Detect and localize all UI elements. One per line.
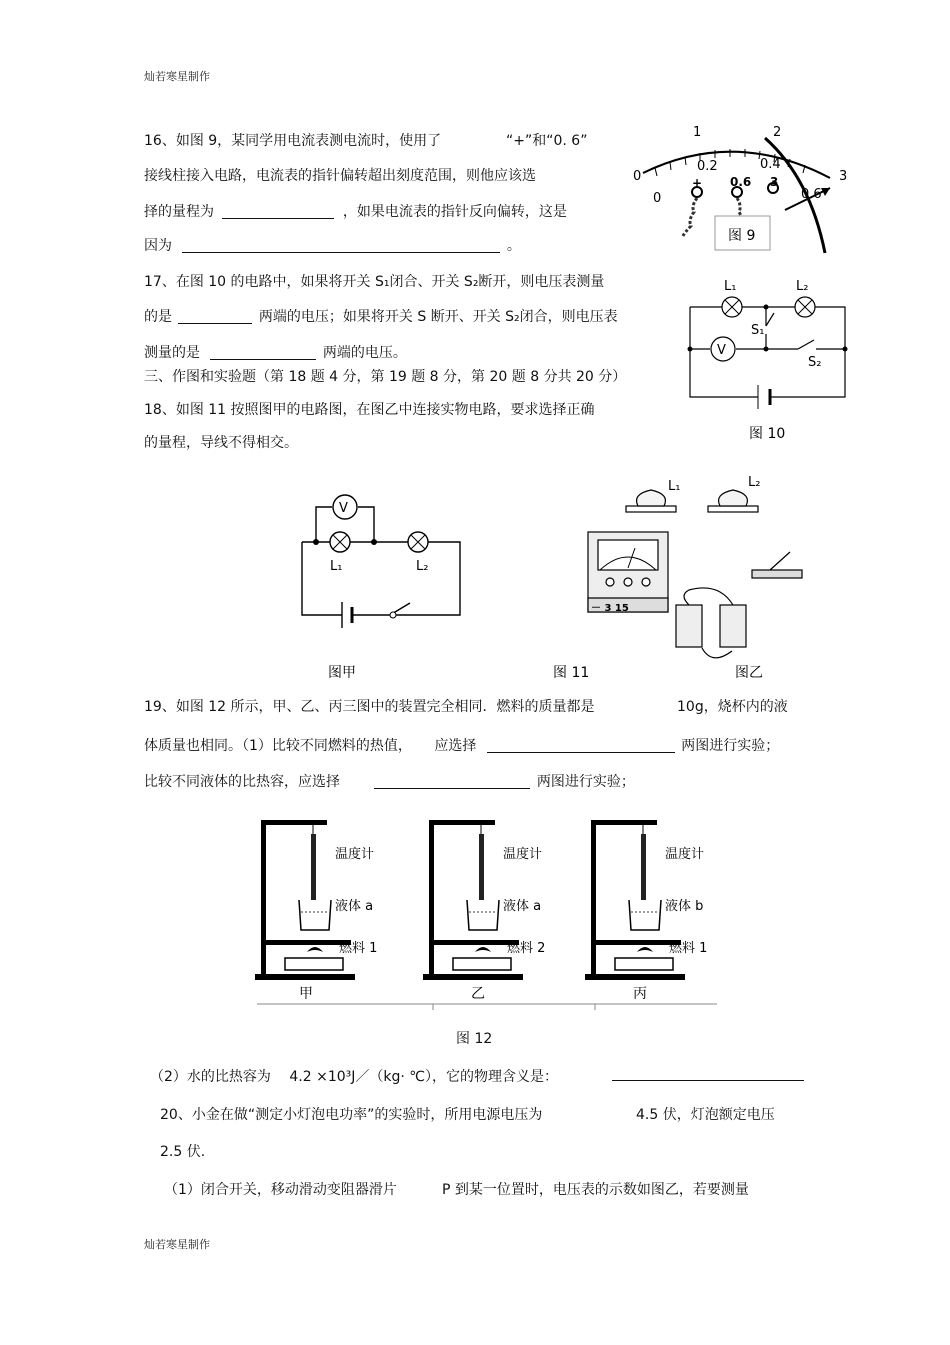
q19-line2-prefix: 体质量也相同。（1）比较不同燃料的热值，: [144, 738, 412, 754]
q16-line1-terminals: “+”和“0. 6”: [506, 133, 588, 149]
q18-line2: 的量程，导线不得相交。: [144, 435, 298, 451]
fig9-terminal-plus: +: [692, 176, 703, 190]
q19-liquid-answer-blank[interactable]: [374, 774, 530, 789]
fig11-jia-caption: 图甲: [328, 665, 356, 681]
q19-line3-suffix: 两图进行实验；: [536, 774, 635, 790]
fig12-panel: [585, 820, 707, 1002]
q17-line1: 17、在图 10 的电路中，如果将开关 S₁闭合、开关 S₂断开，则电压表测量: [144, 274, 605, 290]
fig12-fuel-label: 燃料 1: [339, 941, 378, 956]
q16-line3-prefix: 择的量程为: [144, 204, 214, 220]
q16-reason-answer-blank[interactable]: [182, 238, 500, 253]
q19-part2-prefix: （2）水的比热容为: [150, 1069, 271, 1085]
q19-line2-suffix: 两图进行实验；: [681, 738, 780, 754]
q16-line4-suffix: 。: [506, 238, 521, 254]
q19-meaning-answer-blank[interactable]: [612, 1080, 804, 1081]
fig9-scale-left-top: 0: [633, 169, 642, 184]
q17-line3-prefix: 测量的是: [144, 345, 200, 361]
q19-line1-suffix: 10g，烧杯内的液: [677, 699, 788, 715]
fig11-jia-L1-label: L₁: [330, 559, 343, 574]
q16-line4: [144, 235, 521, 255]
fig12-caption: 图 12: [456, 1031, 493, 1047]
q16-line1: 16、如图 9，某同学用电流表测电流时，使用了: [144, 133, 442, 149]
fig12-thermometer-label: 温度计: [503, 847, 543, 862]
q20-line3: （1）闭合开关，移动滑动变阻器滑片: [164, 1182, 397, 1198]
fig9-scale-2: 2: [773, 125, 782, 140]
page-footer: 灿若寒星制作: [144, 1238, 210, 1251]
q17-answer2-blank[interactable]: [210, 345, 316, 360]
q16-line2: 接线柱接入电路，电流表的指针偏转超出刻度范围，则他应该选: [144, 168, 536, 184]
fig12-thermometer-label: 温度计: [335, 847, 375, 862]
fig12-panel-label: 乙: [471, 986, 485, 1002]
fig12-panel: [255, 820, 377, 1002]
fig10-S1-label: S₁: [751, 323, 765, 338]
fig9-scale-04: 0.4: [760, 157, 781, 172]
fig9-caption: 图 9: [728, 228, 756, 244]
fig11-meter-terminals: － 3 15: [591, 603, 629, 614]
figure-10-circuit: [680, 272, 850, 447]
figure-11: [290, 470, 810, 685]
page-header: 灿若寒星制作: [144, 70, 210, 83]
fig12-liquid-label: 液体 b: [665, 899, 704, 914]
fig12-liquid-label: 液体 a: [335, 899, 374, 914]
fig11-caption: 图 11: [553, 665, 590, 681]
fig12-panel: [423, 820, 545, 1002]
q16-range-answer-blank[interactable]: [222, 204, 334, 219]
fig11-yi-L1-label: L₁: [668, 479, 681, 494]
fig10-caption: 图 10: [749, 426, 786, 442]
fig9-scale-1: 1: [693, 125, 702, 140]
q16-line4-prefix: 因为: [144, 238, 172, 254]
fig11-yi-L2-label: L₂: [748, 475, 761, 490]
q17-line2: [144, 306, 618, 326]
q17-answer1-blank[interactable]: [178, 309, 252, 324]
fig10-voltmeter-label: V: [717, 343, 726, 358]
q18-line1: 18、如图 11 按照图甲的电路图，在图乙中连接实物电路，要求选择正确: [144, 402, 595, 418]
fig12-panel-label: 甲: [299, 986, 313, 1002]
q20-line1-suffix: 4.5 伏，灯泡额定电压: [636, 1107, 775, 1123]
fig9-scale-right-top: 3: [839, 169, 848, 184]
fig9-terminal-06: 0.6: [730, 175, 752, 189]
q17-line2-prefix: 的是: [144, 309, 172, 325]
q17-line2-suffix: 两端的电压；如果将开关 S 断开、开关 S₂闭合，则电压表: [258, 309, 618, 325]
q20-line3-suffix: P 到某一位置时，电压表的示数如图乙，若要测量: [442, 1182, 749, 1198]
fig12-fuel-label: 燃料 1: [669, 941, 708, 956]
fig11-yi-caption: 图乙: [735, 665, 763, 681]
q20-line2: 2.5 伏.: [160, 1144, 206, 1160]
q17-line3: [144, 342, 407, 362]
q20-line1: 20、小金在做“测定小灯泡电功率”的实验时，所用电源电压为: [160, 1107, 543, 1123]
fig9-scale-left-bottom: 0: [653, 191, 662, 206]
q19-line2: [144, 735, 779, 755]
q17-line3-suffix: 两端的电压。: [322, 345, 407, 361]
fig12-thermometer-label: 温度计: [665, 847, 705, 862]
section-3-heading: 三、作图和实验题（第 18 题 4 分，第 19 题 8 分，第 20 题 8 分共 20 分）: [144, 369, 627, 385]
fig9-scale-02: 0.2: [697, 159, 718, 174]
fig11-jia-voltmeter-label: V: [339, 501, 348, 516]
figure-9-ammeter: [625, 118, 855, 258]
fig10-S2-label: S₂: [808, 355, 822, 370]
fig11-jia-L2-label: L₂: [416, 559, 429, 574]
figure-12-apparatus: [255, 812, 720, 1012]
q19-line1: 19、如图 12 所示，甲、乙、丙三图中的装置完全相同．燃料的质量都是: [144, 699, 595, 715]
q16-line3-suffix: ，如果电流表的指针反向偏转，这是: [342, 204, 567, 220]
fig10-L1-label: L₁: [724, 279, 737, 294]
fig9-scale-right-bottom: 0.6: [801, 187, 822, 202]
fig9-terminal-3: 3: [770, 175, 779, 189]
q19-line3: [144, 771, 635, 791]
fig12-fuel-label: 燃料 2: [507, 941, 546, 956]
fig12-liquid-label: 液体 a: [503, 899, 542, 914]
q19-fuel-answer-blank[interactable]: [487, 738, 675, 753]
q19-line3-prefix: 比较不同液体的比热容，应选择: [144, 774, 340, 790]
q19-line2-choose: 应选择: [434, 738, 477, 754]
fig10-L2-label: L₂: [796, 279, 809, 294]
q19-part2: [150, 1066, 558, 1086]
q16-line3: [144, 201, 567, 221]
q19-part2-value: 4.2 ×10³J／（kg· ℃），它的物理含义是：: [289, 1069, 558, 1085]
fig12-panel-label: 丙: [633, 986, 647, 1002]
